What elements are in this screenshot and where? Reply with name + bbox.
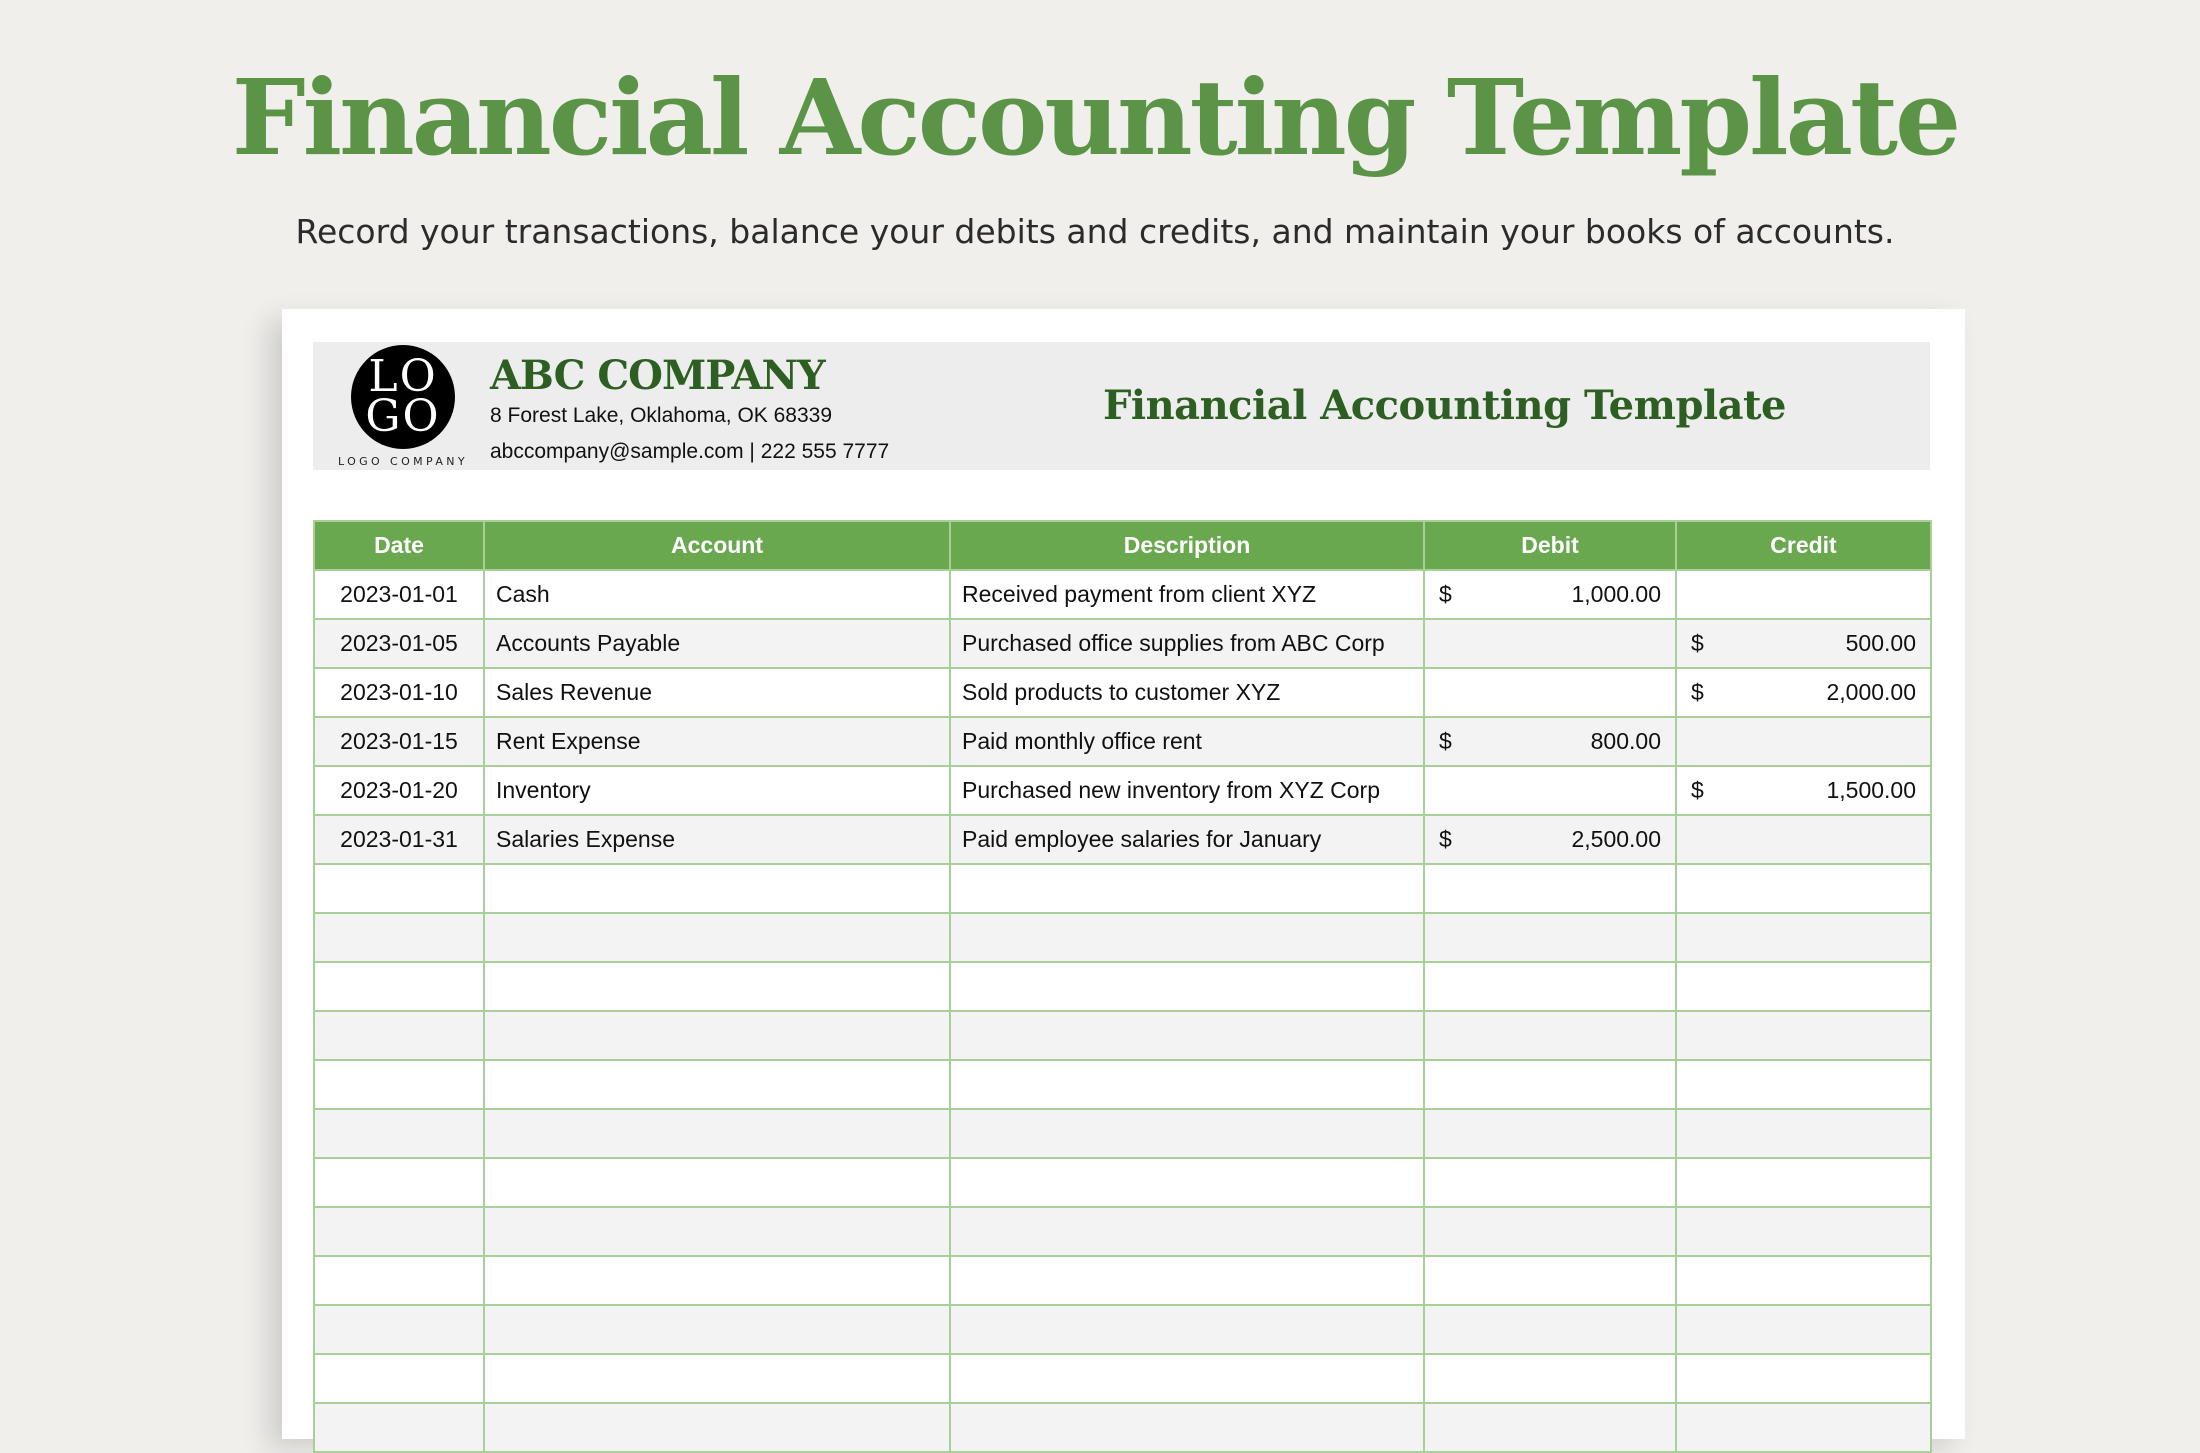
table-row xyxy=(314,570,1931,619)
cell-debit[interactable] xyxy=(1424,1011,1676,1060)
cell-account[interactable] xyxy=(484,913,950,962)
table-row xyxy=(314,668,1931,717)
cell-account[interactable]: Accounts Payable xyxy=(484,619,950,668)
template-sheet xyxy=(282,309,1965,1439)
currency-symbol: $ xyxy=(1691,777,1704,803)
cell-description[interactable]: Paid monthly office rent xyxy=(950,717,1424,766)
cell-account[interactable]: Cash xyxy=(484,570,950,619)
table-row xyxy=(314,1011,1931,1060)
cell-debit[interactable] xyxy=(1424,913,1676,962)
cell-account[interactable] xyxy=(484,1403,950,1452)
cell-debit[interactable] xyxy=(1424,1207,1676,1256)
cell-debit[interactable] xyxy=(1424,570,1676,619)
cell-date[interactable] xyxy=(314,1060,484,1109)
cell-account[interactable] xyxy=(484,864,950,913)
cell-date[interactable]: 2023-01-01 xyxy=(314,570,484,619)
cell-debit[interactable] xyxy=(1424,717,1676,766)
cell-credit[interactable] xyxy=(1676,570,1931,619)
cell-description[interactable] xyxy=(950,1207,1424,1256)
cell-account[interactable] xyxy=(484,1354,950,1403)
cell-date[interactable] xyxy=(314,913,484,962)
cell-debit[interactable] xyxy=(1424,668,1676,717)
page-subtitle: Record your transactions, balance your debits and credits, and maintain your books of accounts. xyxy=(295,212,1895,251)
cell-credit[interactable] xyxy=(1676,717,1931,766)
logo-icon xyxy=(351,345,455,449)
header-debit: Debit xyxy=(1424,521,1676,570)
currency-symbol: $ xyxy=(1439,728,1452,754)
table-row xyxy=(314,717,1931,766)
debit-amount: 800.00 xyxy=(1590,728,1661,754)
cell-credit[interactable] xyxy=(1676,913,1931,962)
table-row xyxy=(314,815,1931,864)
table-row xyxy=(314,619,1931,668)
cell-description[interactable] xyxy=(950,864,1424,913)
cell-account[interactable]: Rent Expense xyxy=(484,717,950,766)
cell-credit[interactable] xyxy=(1676,668,1931,717)
cell-credit[interactable] xyxy=(1676,766,1931,815)
table-row xyxy=(314,766,1931,815)
cell-description[interactable] xyxy=(950,1305,1424,1354)
currency-symbol: $ xyxy=(1439,581,1452,607)
cell-credit[interactable] xyxy=(1676,1256,1931,1305)
table-row xyxy=(314,913,1931,962)
credit-amount: 2,000.00 xyxy=(1826,679,1916,705)
cell-description[interactable] xyxy=(950,1403,1424,1452)
table-row xyxy=(314,1207,1931,1256)
cell-debit[interactable] xyxy=(1424,619,1676,668)
cell-description[interactable]: Received payment from client XYZ xyxy=(950,570,1424,619)
cell-description[interactable] xyxy=(950,1060,1424,1109)
debit-amount: 1,000.00 xyxy=(1571,581,1661,607)
cell-account[interactable] xyxy=(484,1305,950,1354)
cell-account[interactable] xyxy=(484,1207,950,1256)
cell-description[interactable] xyxy=(950,1158,1424,1207)
cell-description[interactable] xyxy=(950,1256,1424,1305)
table-row xyxy=(314,1305,1931,1354)
cell-description[interactable]: Sold products to customer XYZ xyxy=(950,668,1424,717)
cell-credit[interactable] xyxy=(1676,1354,1931,1403)
cell-account[interactable]: Sales Revenue xyxy=(484,668,950,717)
document-title: Financial Accounting Template xyxy=(1103,382,1786,429)
cell-debit[interactable] xyxy=(1424,1354,1676,1403)
cell-account[interactable] xyxy=(484,1109,950,1158)
logo-caption: LOGO COMPANY xyxy=(337,455,469,468)
cell-date[interactable] xyxy=(314,1354,484,1403)
cell-credit[interactable] xyxy=(1676,1403,1931,1452)
header-description: Description xyxy=(950,521,1424,570)
cell-credit[interactable] xyxy=(1676,1158,1931,1207)
cell-date[interactable]: 2023-01-15 xyxy=(314,717,484,766)
cell-date[interactable] xyxy=(314,1207,484,1256)
cell-date[interactable] xyxy=(314,1109,484,1158)
cell-debit[interactable] xyxy=(1424,864,1676,913)
cell-debit[interactable] xyxy=(1424,1403,1676,1452)
table-row xyxy=(314,1158,1931,1207)
cell-description[interactable]: Purchased new inventory from XYZ Corp xyxy=(950,766,1424,815)
cell-credit[interactable] xyxy=(1676,1060,1931,1109)
cell-description[interactable] xyxy=(950,962,1424,1011)
credit-amount: 500.00 xyxy=(1845,630,1916,656)
cell-account[interactable] xyxy=(484,1256,950,1305)
logo-line-2: GO xyxy=(365,391,441,442)
cell-description[interactable] xyxy=(950,1354,1424,1403)
cell-account[interactable]: Inventory xyxy=(484,766,950,815)
header-credit: Credit xyxy=(1676,521,1931,570)
header-date: Date xyxy=(314,521,484,570)
cell-date[interactable]: 2023-01-20 xyxy=(314,766,484,815)
cell-description[interactable]: Purchased office supplies from ABC Corp xyxy=(950,619,1424,668)
cell-account[interactable] xyxy=(484,1158,950,1207)
table-row xyxy=(314,864,1931,913)
cell-credit[interactable] xyxy=(1676,1011,1931,1060)
cell-date[interactable] xyxy=(314,864,484,913)
cell-credit[interactable] xyxy=(1676,1207,1931,1256)
table-row xyxy=(314,1403,1931,1452)
cell-account[interactable] xyxy=(484,1060,950,1109)
table-row xyxy=(314,1060,1931,1109)
currency-symbol: $ xyxy=(1691,630,1704,656)
currency-symbol: $ xyxy=(1439,826,1452,852)
table-row xyxy=(314,1354,1931,1403)
page-title: Financial Accounting Template xyxy=(231,56,1959,179)
cell-credit[interactable] xyxy=(1676,815,1931,864)
cell-debit[interactable] xyxy=(1424,815,1676,864)
cell-description[interactable] xyxy=(950,1109,1424,1158)
cell-debit[interactable] xyxy=(1424,1256,1676,1305)
cell-debit[interactable] xyxy=(1424,1305,1676,1354)
cell-date[interactable] xyxy=(314,1158,484,1207)
cell-credit[interactable] xyxy=(1676,1305,1931,1354)
cell-account[interactable]: Salaries Expense xyxy=(484,815,950,864)
credit-amount: 1,500.00 xyxy=(1826,777,1916,803)
company-header xyxy=(313,342,1930,470)
logo-line-1: LO xyxy=(368,351,438,402)
cell-date[interactable]: 2023-01-05 xyxy=(314,619,484,668)
cell-date[interactable] xyxy=(314,1305,484,1354)
cell-debit[interactable] xyxy=(1424,962,1676,1011)
cell-account[interactable] xyxy=(484,1011,950,1060)
cell-date[interactable]: 2023-01-10 xyxy=(314,668,484,717)
header-account: Account xyxy=(484,521,950,570)
cell-debit[interactable] xyxy=(1424,1060,1676,1109)
ledger-body xyxy=(314,570,1931,1452)
company-name: ABC COMPANY xyxy=(490,352,825,399)
cell-debit[interactable] xyxy=(1424,766,1676,815)
debit-amount: 2,500.00 xyxy=(1571,826,1661,852)
table-row xyxy=(314,1109,1931,1158)
cell-date[interactable] xyxy=(314,962,484,1011)
cell-date[interactable] xyxy=(314,1256,484,1305)
table-header-row xyxy=(314,521,1931,570)
cell-description[interactable] xyxy=(950,913,1424,962)
cell-date[interactable] xyxy=(314,1403,484,1452)
cell-description[interactable] xyxy=(950,1011,1424,1060)
cell-credit[interactable] xyxy=(1676,864,1931,913)
currency-symbol: $ xyxy=(1691,679,1704,705)
cell-credit[interactable] xyxy=(1676,619,1931,668)
cell-description[interactable]: Paid employee salaries for January xyxy=(950,815,1424,864)
cell-account[interactable] xyxy=(484,962,950,1011)
table-row xyxy=(314,1256,1931,1305)
ledger-table xyxy=(313,520,1932,1453)
cell-date[interactable] xyxy=(314,1011,484,1060)
cell-credit[interactable] xyxy=(1676,1109,1931,1158)
company-address: 8 Forest Lake, Oklahoma, OK 68339 xyxy=(490,404,833,427)
table-row xyxy=(314,962,1931,1011)
cell-debit[interactable] xyxy=(1424,1109,1676,1158)
company-contact: abccompany@sample.com | 222 555 7777 xyxy=(490,440,890,463)
cell-date[interactable]: 2023-01-31 xyxy=(314,815,484,864)
cell-credit[interactable] xyxy=(1676,962,1931,1011)
cell-debit[interactable] xyxy=(1424,1158,1676,1207)
